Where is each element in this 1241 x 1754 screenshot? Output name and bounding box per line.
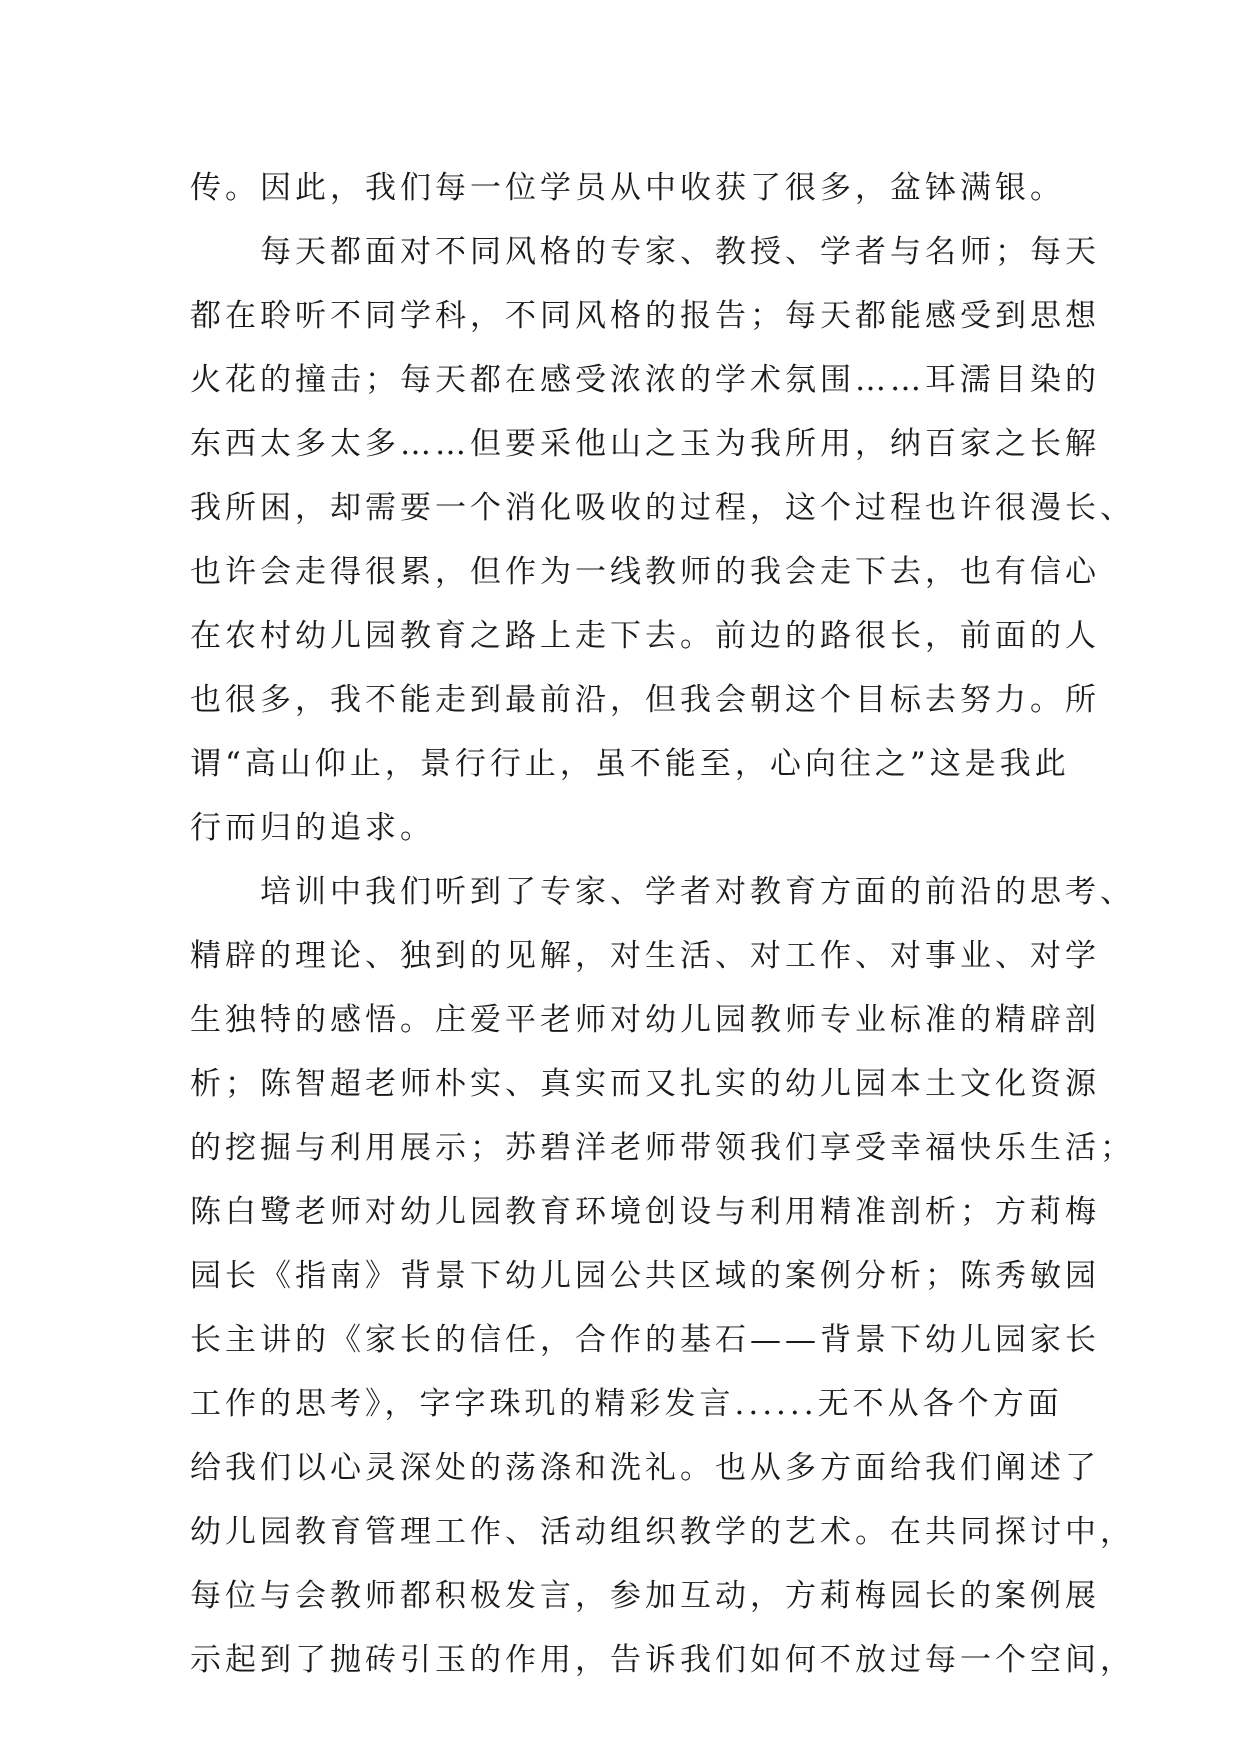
text-line: 我所困，却需要一个消化吸收的过程，这个过程也许很漫长、 bbox=[190, 490, 1135, 526]
text-line: 长主讲的《家长的信任，合作的基石——背景下幼儿园家长 bbox=[190, 1322, 1100, 1358]
text-line: 也很多，我不能走到最前沿，但我会朝这个目标去努力。所 bbox=[190, 682, 1100, 718]
body-text bbox=[190, 156, 1135, 1692]
text-line: 也许会走得很累，但作为一线教师的我会走下去，也有信心 bbox=[190, 554, 1100, 590]
text-line: 谓“高山仰止，景行行止，虽不能至，心向往之”这是我此 bbox=[190, 746, 1070, 782]
paragraph-start-line: 培训中我们听到了专家、学者对教育方面的前沿的思考、 bbox=[260, 874, 1135, 910]
text-line: 精辟的理论、独到的见解，对生活、对工作、对事业、对学 bbox=[190, 938, 1100, 974]
text-line: 生独特的感悟。庄爱平老师对幼儿园教师专业标准的精辟剖 bbox=[190, 1002, 1100, 1038]
text-line: 每位与会教师都积极发言，参加互动，方莉梅园长的案例展 bbox=[190, 1578, 1100, 1614]
text-line: 的挖掘与利用展示；苏碧洋老师带领我们享受幸福快乐生活； bbox=[190, 1130, 1135, 1166]
text-line: 陈白鹭老师对幼儿园教育环境创设与利用精准剖析；方莉梅 bbox=[190, 1194, 1100, 1230]
text-line: 示起到了抛砖引玉的作用，告诉我们如何不放过每一个空间， bbox=[190, 1642, 1135, 1678]
text-line: 析；陈智超老师朴实、真实而又扎实的幼儿园本土文化资源 bbox=[190, 1066, 1100, 1102]
text-line: 火花的撞击；每天都在感受浓浓的学术氛围……耳濡目染的 bbox=[190, 362, 1100, 398]
text-line: 幼儿园教育管理工作、活动组织教学的艺术。在共同探讨中， bbox=[190, 1514, 1135, 1550]
text-line: 东西太多太多……但要采他山之玉为我所用，纳百家之长解 bbox=[190, 426, 1100, 462]
text-line: 传。因此，我们每一位学员从中收获了很多，盆钵满银。 bbox=[190, 170, 1065, 206]
text-line: 工作的思考》，字字珠玑的精彩发言......无不从各个方面 bbox=[190, 1386, 1063, 1422]
paragraph-start-line: 每天都面对不同风格的专家、教授、学者与名师；每天 bbox=[260, 234, 1100, 270]
text-line: 都在聆听不同学科，不同风格的报告；每天都能感受到思想 bbox=[190, 298, 1100, 334]
text-line: 园长《指南》背景下幼儿园公共区域的案例分析；陈秀敏园 bbox=[190, 1258, 1100, 1294]
text-line: 给我们以心灵深处的荡涤和洗礼。也从多方面给我们阐述了 bbox=[190, 1450, 1100, 1486]
text-line: 行而归的追求。 bbox=[190, 810, 435, 846]
text-line: 在农村幼儿园教育之路上走下去。前边的路很长，前面的人 bbox=[190, 618, 1100, 654]
